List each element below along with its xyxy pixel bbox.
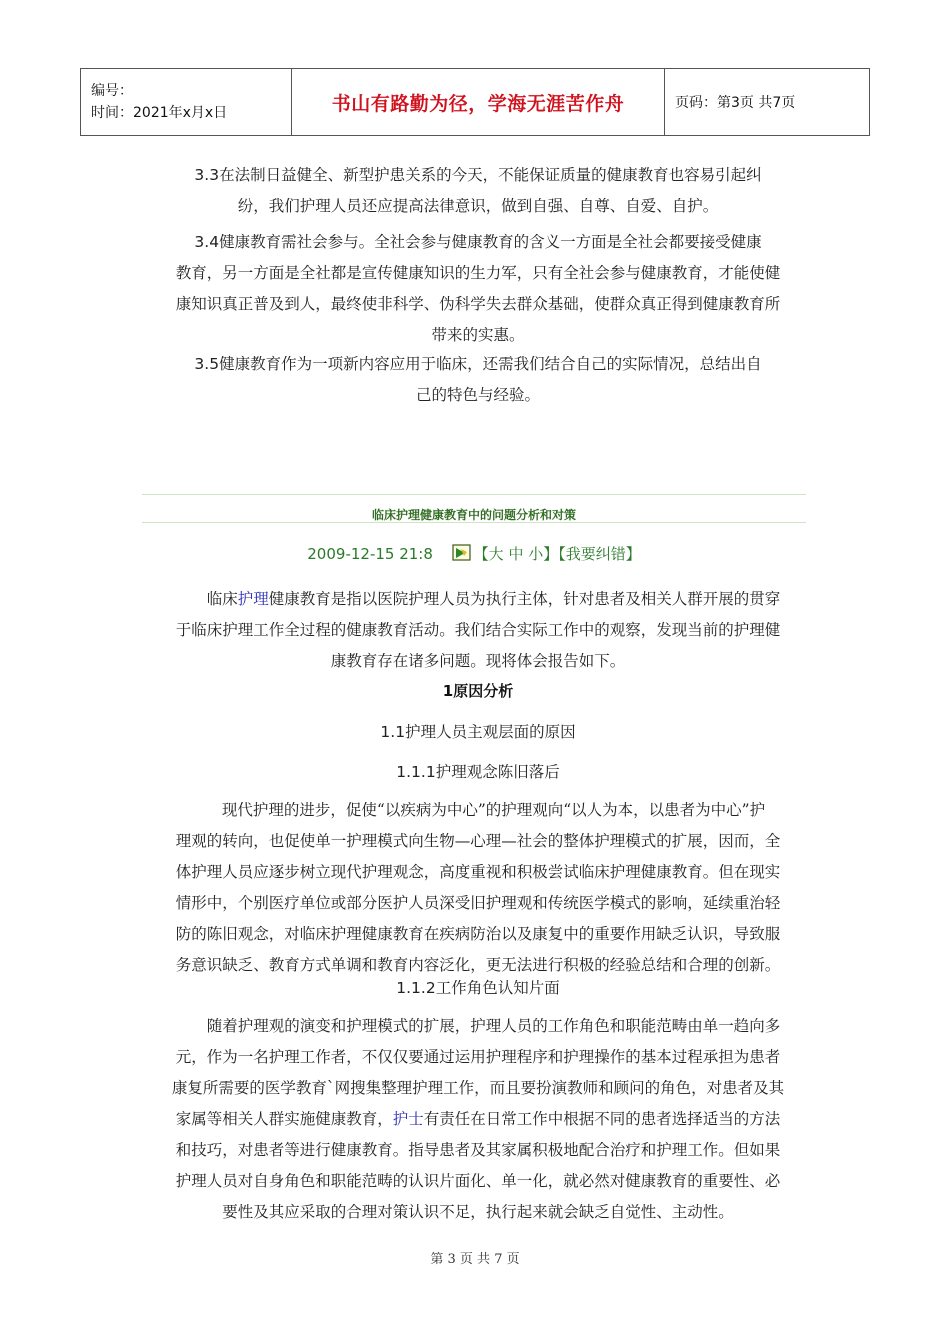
time-label: 时间：2021年x月x日 [91, 105, 228, 121]
subsection-heading-1-1-2 [148, 976, 808, 998]
paragraph-line: 防的陈旧观念，对临床护理健康教育在疾病防治以及康复中的重要作用缺乏认识，导致服 [175, 925, 781, 943]
subsection-number: 1.1.2 [396, 979, 436, 997]
paragraph-text: 家属等相关人群实施健康教育， [175, 1110, 393, 1128]
subsection-heading-1-1 [148, 720, 808, 742]
paragraph-line: 教育，另一方面是全社都是宣传健康知识的生力军，只有全社会参与健康教育，才能使健 [175, 264, 781, 282]
paragraph-1-1-1 [148, 795, 808, 981]
report-error-link[interactable]: 【我要纠错】 [558, 545, 641, 563]
subsection-number: 1.1 [380, 723, 406, 741]
paragraph-line: 元，作为一名护理工作者，不仅仅要通过运用护理程序和护理操作的基本过程承担为患者 [175, 1048, 781, 1066]
paragraph-line: 务意识缺乏、教育方式单调和教育内容泛化，更无法进行积极的经验总结和合理的创新。 [175, 956, 781, 974]
paragraph-3-4 [148, 227, 808, 351]
header-info-cell [81, 69, 292, 136]
paragraph-line: 纷，我们护理人员还应提高法律意识，做到自强、自尊、自爱、自护。 [237, 197, 719, 215]
paragraph-line: 和技巧，对患者等进行健康教育。指导患者及其家属积极地配合治疗和护理工作。但如果 [175, 1141, 781, 1159]
page-footer: 第 3 页 共 7 页 [430, 1252, 520, 1267]
intro-line: 于临床护理工作全过程的健康教育活动。我们结合实际工作中的观察，发现当前的护理健 [175, 621, 781, 639]
paragraph-line: 护理人员对自身角色和职能范畴的认识片面化、单一化，就必然对健康教育的重要性、必 [175, 1172, 781, 1190]
serial-label: 编号： [91, 83, 133, 99]
subsection-heading-1-1-1 [148, 760, 808, 782]
article-title: 临床护理健康教育中的问题分析和对策 [371, 508, 576, 522]
item-number: 3.4 [194, 233, 220, 251]
page-label: 页码：第3页 共7页 [665, 69, 870, 136]
paragraph-line: 随着护理观的演变和护理模式的扩展，护理人员的工作角色和职能范畴由单一趋向多 [206, 1017, 781, 1035]
paragraph-line: 情形中，个别医疗单位或部分医护人员深受旧护理观和传统医学模式的影响，延续重治轻 [175, 894, 781, 912]
paragraph-line: 要性及其应采取的合理对策认识不足，执行起来就会缺乏自觉性、主动性。 [222, 1203, 734, 1221]
intro-text: 临床 [206, 590, 238, 608]
motto: 书山有路勤为径，学海无涯苦作舟 [292, 69, 665, 136]
paragraph-line: 康知识真正普及到人，最终使非科学、伪科学失去群众基础，使群众真正得到健康教育所 [175, 295, 781, 313]
paragraph-line: 带来的实惠。 [431, 326, 525, 344]
section-heading [148, 680, 808, 701]
paragraph-line: 健康教育作为一项新内容应用于临床，还需我们结合自己的实际情况，总结出自 [219, 355, 762, 373]
paragraph-line: 己的特色与经验。 [415, 386, 540, 404]
paragraph-line: 健康教育需社会参与。全社会参与健康教育的含义一方面是全社会都要接受健康 [219, 233, 762, 251]
paragraph-line: 康复所需要的医学教育`网搜集整理护理工作，而且要扮演教师和顾问的角色，对患者及其 [171, 1079, 785, 1097]
paragraph-1-1-2 [148, 1011, 808, 1228]
subsection-title: 工作角色认知片面 [435, 979, 560, 997]
paragraph-line: 在法制日益健全、新型护患关系的今天，不能保证质量的健康教育也容易引起纠 [219, 166, 762, 184]
article-meta [142, 543, 806, 564]
paragraph-text: 有责任在日常工作中根据不同的患者选择适当的方法 [423, 1110, 781, 1128]
nursing-link[interactable]: 护理 [237, 590, 269, 608]
subsection-title: 护理观念陈旧落后 [435, 763, 560, 781]
paragraph-line: 体护理人员应逐步树立现代护理观念，高度重视和积极尝试临床护理健康教育。但在现实 [175, 863, 781, 881]
section-title: 原因分析 [453, 682, 514, 700]
divider-top [142, 494, 806, 495]
paragraph-line: 现代护理的进步，促使“以疾病为中心”的护理观向“以人为本，以患者为中心”护 [221, 801, 766, 819]
intro-line: 康教育存在诸多问题。现将体会报告如下。 [330, 652, 626, 670]
article-date: 2009-12-15 21:8 [307, 545, 433, 563]
nurse-link[interactable]: 护士 [392, 1110, 424, 1128]
document-header [80, 68, 870, 136]
divider-bottom [142, 522, 806, 523]
subsection-number: 1.1.1 [396, 763, 436, 781]
paragraph-line: 理观的转向，也促使单一护理模式向生物—心理—社会的整体护理模式的扩展，因而，全 [175, 832, 781, 850]
item-number: 3.3 [194, 166, 220, 184]
comment-icon[interactable] [452, 544, 472, 562]
section-number: 1 [442, 682, 454, 700]
subsection-title: 护理人员主观层面的原因 [405, 723, 576, 741]
paragraph-3-3 [148, 160, 808, 222]
item-number: 3.5 [194, 355, 220, 373]
intro-text: 健康教育是指以医院护理人员为执行主体，针对患者及相关人群开展的贯穿 [268, 590, 781, 608]
paragraph-3-5 [148, 349, 808, 411]
intro-paragraph [148, 584, 808, 677]
font-size-links[interactable]: 【大 中 小】 [473, 545, 559, 563]
